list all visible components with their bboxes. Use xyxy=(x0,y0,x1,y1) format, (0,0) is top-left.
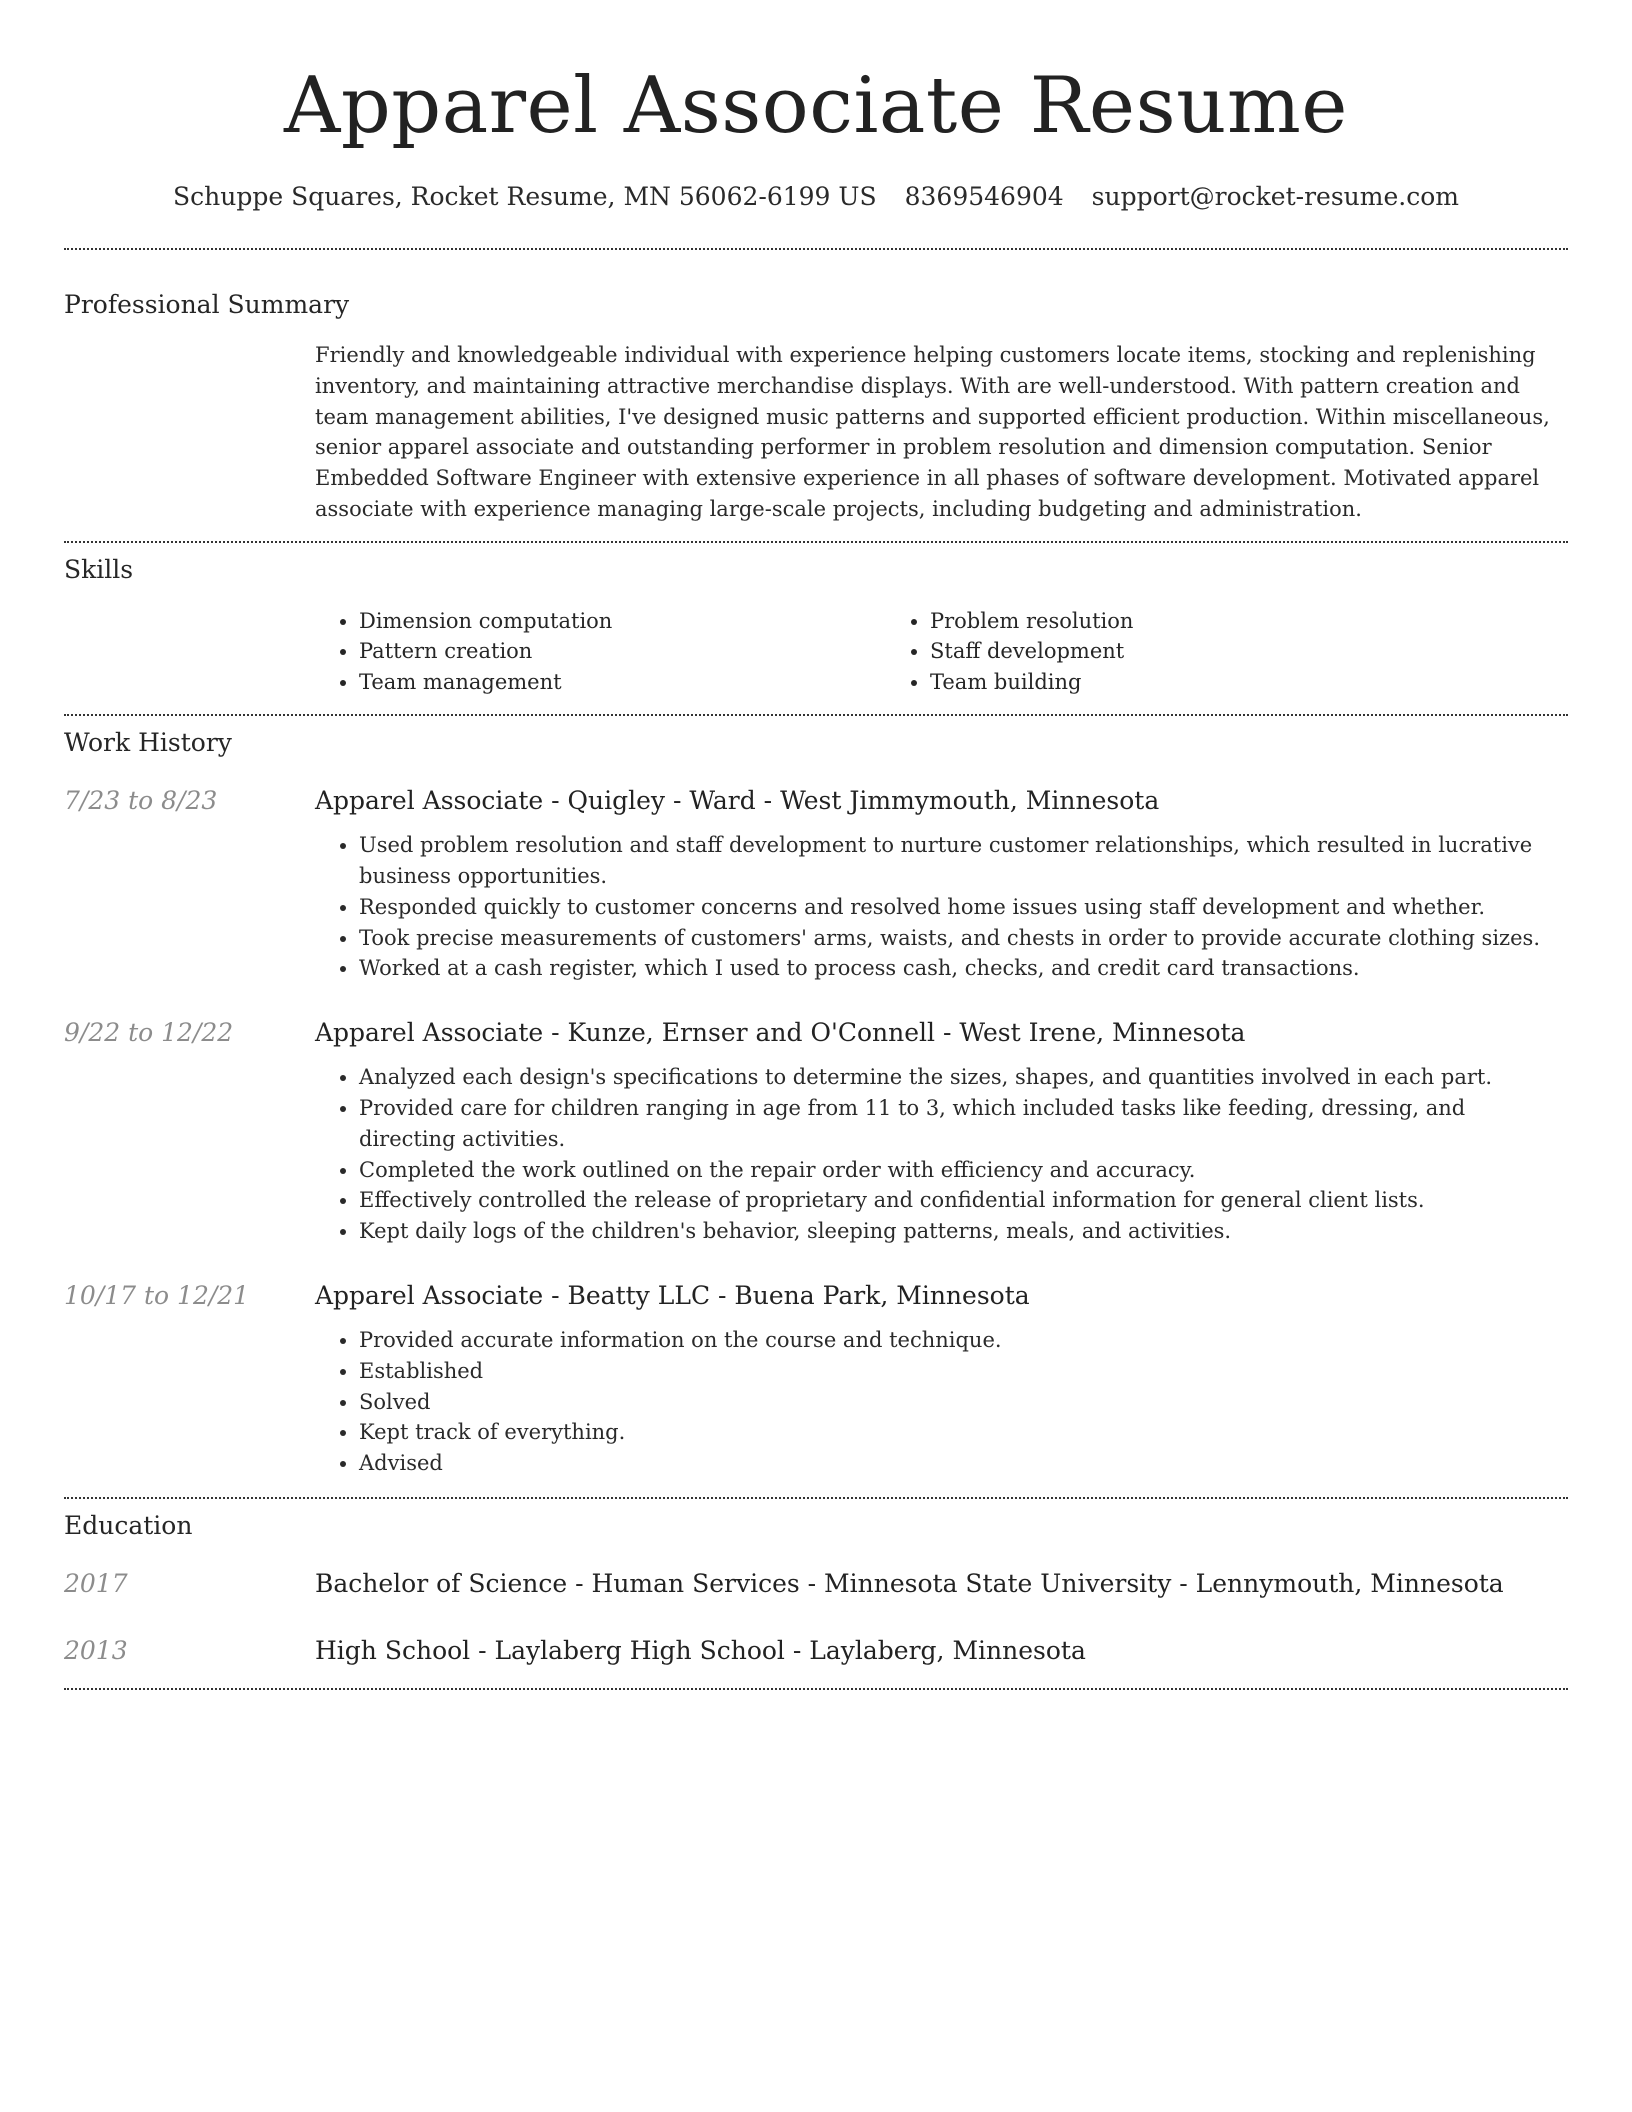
skills-column-left xyxy=(315,606,886,698)
work-bullets xyxy=(315,1062,1568,1247)
skill-item: • Team building xyxy=(930,667,1457,698)
contact-phone: 8369546904 xyxy=(904,182,1064,211)
work-bullet: • Effectively controlled the release of proprietary and confidential information for general client lists. xyxy=(359,1185,1568,1216)
work-heading: Work History xyxy=(64,728,232,758)
work-date: 9/22 to 12/22 xyxy=(64,1018,234,1048)
divider xyxy=(64,1497,1568,1499)
skills-list xyxy=(315,606,1568,698)
work-bullets xyxy=(315,1325,1030,1479)
contact-line xyxy=(64,180,1568,214)
work-entry xyxy=(64,1279,1568,1479)
contact-address: Schuppe Squares, Rocket Resume, MN 56062-6199 US xyxy=(173,182,877,211)
work-date: 10/17 to 12/21 xyxy=(64,1281,250,1311)
skill-item: • Staff development xyxy=(930,636,1457,667)
education-date: 2017 xyxy=(64,1569,128,1599)
resume-page xyxy=(64,0,1568,1690)
work-bullet: • Responded quickly to customer concerns and resolved home issues using staff development and whether. xyxy=(359,892,1568,923)
skill-item: • Team management xyxy=(359,667,886,698)
work-bullet: • Provided care for children ranging in age from 11 to 3, which included tasks like feeding, dressing, and directing activities. xyxy=(359,1093,1568,1155)
divider xyxy=(64,541,1568,543)
work-bullet: • Took precise measurements of customers' arms, waists, and chests in order to provide accurate clothing sizes. xyxy=(359,923,1568,954)
education-heading: Education xyxy=(64,1511,193,1541)
work-date: 7/23 to 8/23 xyxy=(64,786,218,816)
skill-item: • Pattern creation xyxy=(359,636,886,667)
work-bullet: • Completed the work outlined on the repair order with efficiency and accuracy. xyxy=(359,1155,1568,1186)
work-entry xyxy=(64,784,1568,984)
skills-column-right xyxy=(886,606,1457,698)
divider xyxy=(64,714,1568,716)
divider xyxy=(64,1688,1568,1690)
education-entry xyxy=(64,1567,1568,1601)
summary-text: Friendly and knowledgeable individual with experience helping customers locate items, stocking and replenishing inventory, and maintaining attractive merchandise displays. With are well-understood. With pattern creation and team management abilities, I've designed music patterns and supported efficient production. Within miscellaneous, senior apparel associate and outstanding performer in problem resolution and dimension computation. Senior Embedded Software Engineer with extensive experience in all phases of software development. Motivated apparel associate with experience managing large-scale projects, including budgeting and administration. xyxy=(315,343,1550,521)
resume-title: Apparel Associate Resume xyxy=(284,61,1348,151)
work-entry xyxy=(64,1016,1568,1247)
education-section xyxy=(64,1509,1568,1668)
work-bullet: • Worked at a cash register, which I used to process cash, checks, and credit card transactions. xyxy=(359,953,1568,984)
work-bullets xyxy=(315,830,1568,984)
skills-section xyxy=(64,553,1568,698)
contact-email: support@rocket-resume.com xyxy=(1091,182,1459,211)
skills-heading: Skills xyxy=(64,554,134,584)
education-entry xyxy=(64,1634,1568,1668)
skill-item: • Problem resolution xyxy=(930,606,1457,637)
work-bullet: • Kept daily logs of the children's behavior, sleeping patterns, meals, and activities. xyxy=(359,1216,1568,1247)
summary-section xyxy=(64,288,1568,525)
work-section xyxy=(64,726,1568,1479)
summary-heading: Professional Summary xyxy=(64,290,350,319)
work-bullet: • Solved xyxy=(359,1387,1030,1418)
work-title: Apparel Associate - Quigley - Ward - West Jimmymouth, Minnesota xyxy=(315,786,1160,816)
work-bullet: • Advised xyxy=(359,1448,1030,1479)
divider xyxy=(64,248,1568,250)
work-bullet: • Used problem resolution and staff development to nurture customer relationships, which resulted in lucrative business opportunities. xyxy=(359,830,1568,892)
work-title: Apparel Associate - Beatty LLC - Buena Park, Minnesota xyxy=(315,1281,1030,1311)
skill-item: • Dimension computation xyxy=(359,606,886,637)
education-title: Bachelor of Science - Human Services - Minnesota State University - Lennymouth, Minnesota xyxy=(315,1569,1504,1599)
education-title: High School - Laylaberg High School - Laylaberg, Minnesota xyxy=(315,1636,1086,1666)
work-bullet: • Established xyxy=(359,1356,1030,1387)
education-date: 2013 xyxy=(64,1636,128,1666)
work-bullet: • Analyzed each design's specifications to determine the sizes, shapes, and quantities involved in each part. xyxy=(359,1062,1568,1093)
work-bullet: • Provided accurate information on the course and technique. xyxy=(359,1325,1030,1356)
work-bullet: • Kept track of everything. xyxy=(359,1417,1030,1448)
work-title: Apparel Associate - Kunze, Ernser and O'Connell - West Irene, Minnesota xyxy=(315,1018,1246,1048)
